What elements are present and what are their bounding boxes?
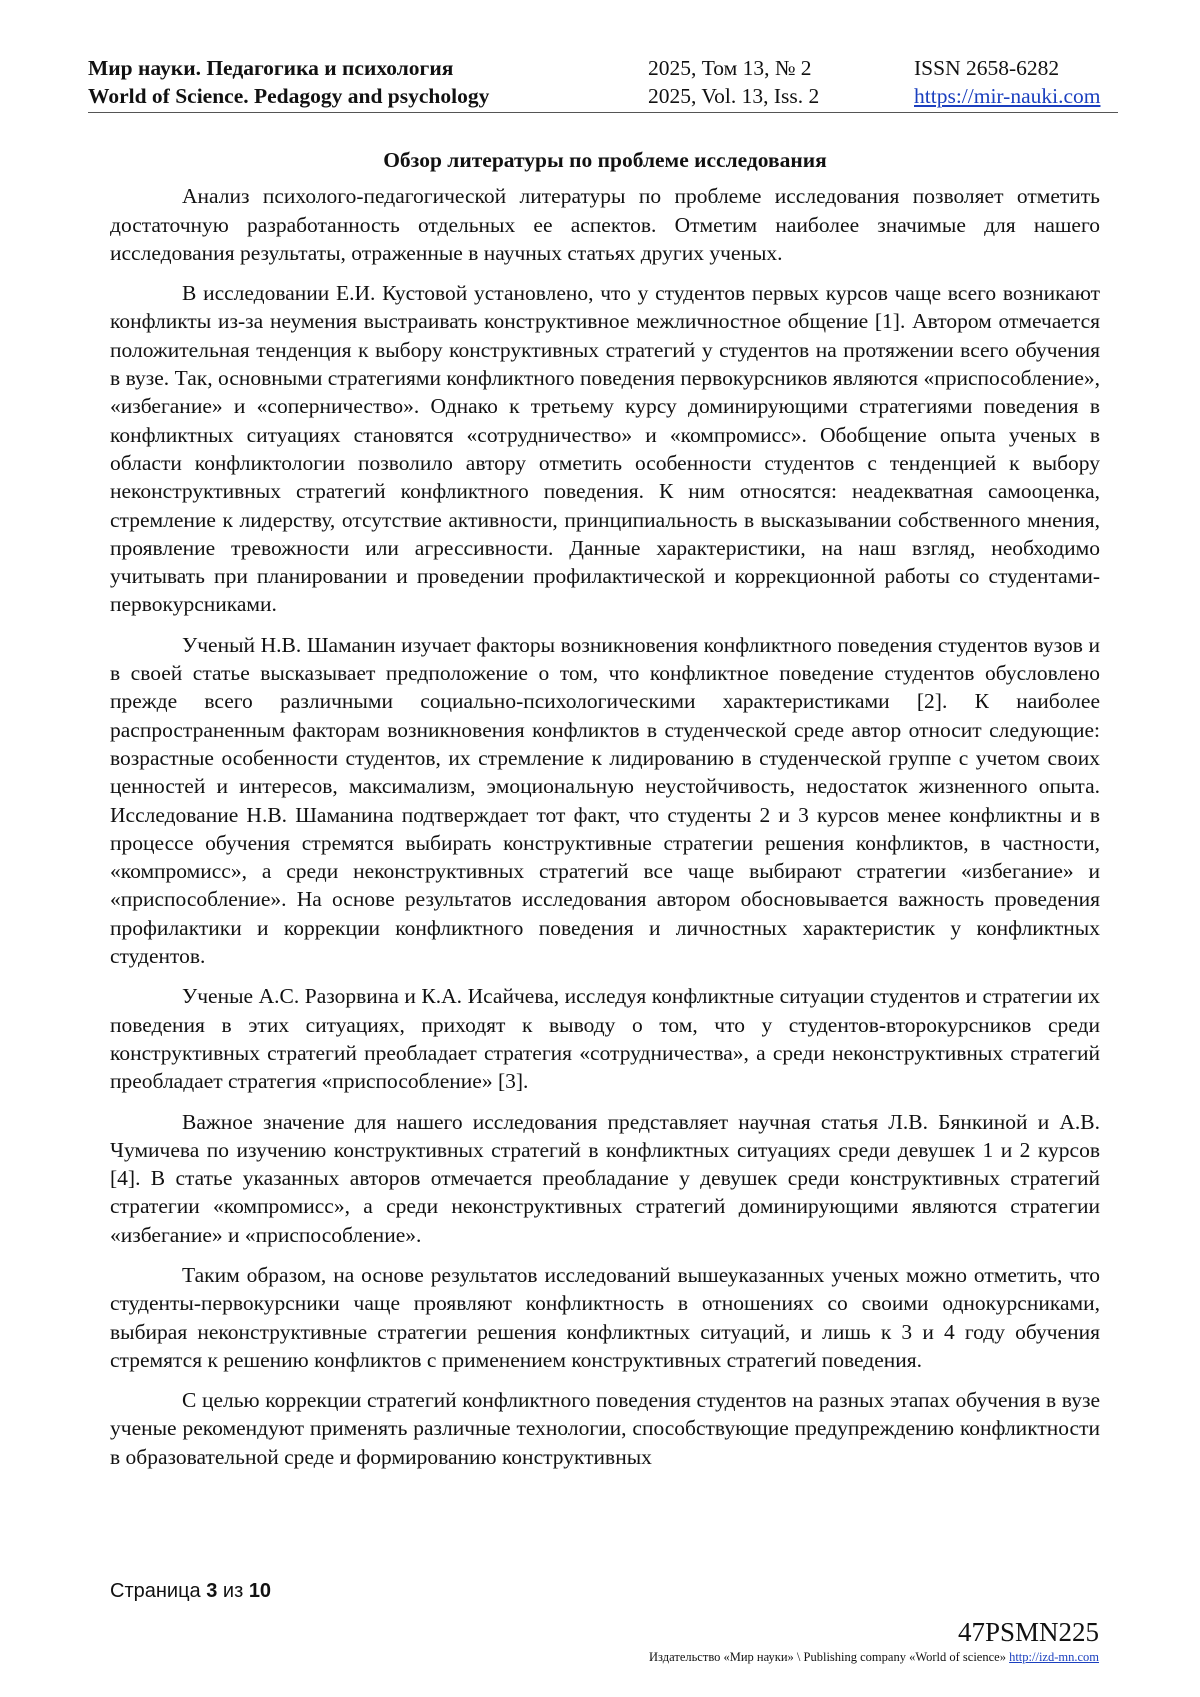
issue-en: 2025, Vol. 13, Iss. 2: [648, 84, 820, 108]
journal-url-link[interactable]: https://mir-nauki.com: [914, 84, 1101, 108]
issue-ru: 2025, Том 13, № 2: [648, 56, 812, 80]
page-current: 3: [206, 1580, 218, 1602]
page-prefix: Страница: [110, 1580, 201, 1602]
publisher-text: Издательство «Мир науки» \ Publishing company «World of science»: [649, 1650, 1006, 1664]
issn: ISSN 2658-6282: [914, 56, 1060, 80]
publisher-line: [649, 1650, 1099, 1665]
page-total: 10: [248, 1580, 272, 1602]
page-of: из: [222, 1580, 244, 1602]
issn-block: [914, 54, 1100, 110]
paragraph: Ученый Н.В. Шаманин изучает факторы возникновения конфликтного поведения студентов вузов и в своей статье высказывает предположение о том, что конфликтное поведение студентов обусловлено прежде всего различными социально-психологическими характеристиками [2]. К наиболее распространенным факторам возникновения конфликтов в студенческой среде автор относит следующие: возрастные особенности студентов, их стремление к лидированию в студенческой группе с учетом своих ценностей и интересов, максимализм, эмоциональную неустойчивость, недостаток жизненного опыта. Исследование Н.В. Шаманина подтверждает тот факт, что студенты 2 и 3 курсов менее конфликтны и в процессе обучения стремятся выбирать конструктивные стратегии решения конфликтов, в частности, «компромисс», а среди неконструктивных стратегий все чаще выбирают стратегии «избегание» и «приспособление». На основе результатов исследования автором обосновывается важность проведения профилактики и коррекции конфликтного поведения и личностных характеристик у конфликтных студентов.: [110, 632, 1100, 969]
journal-title-en: World of Science. Pedagogy and psychology: [88, 84, 490, 108]
article-body: [110, 146, 1100, 1483]
paragraph: Анализ психолого-педагогической литературы по проблеме исследования позволяет отметить достаточную разработанность отдельных ее аспектов. Отметим наиболее значимые для нашего исследования результаты, отраженные в научных статьях других ученых.: [110, 184, 1100, 265]
paragraph: Таким образом, на основе результатов исследований вышеуказанных ученых можно отметить, что студенты-первокурсники чаще проявляют конфликтность в отношениях со своими однокурсниками, выбирая неконструктивные стратегии решения конфликтных ситуаций, и лишь к 3 и 4 году обучения стремятся к решению конфликтов с применением конструктивных стратегий поведения.: [110, 1262, 1100, 1372]
journal-title-ru: Мир науки. Педагогика и психология: [88, 56, 454, 80]
article-code: 47PSMN225: [957, 1617, 1099, 1647]
page-number: [110, 1580, 271, 1603]
section-title: Обзор литературы по проблеме исследования: [383, 148, 827, 172]
paragraph: В исследовании Е.И. Кустовой установлено, что у студентов первых курсов чаще всего возникают конфликты из-за неумения выстраивать конструктивное межличностное общение [1]. Автором отмечается положительная тенденция к выбору конструктивных стратегий у студентов на протяжении всего обучения в вузе. Так, основными стратегиями конфликтного поведения первокурсников являются «приспособление», «избегание» и «соперничество». Однако к третьему курсу доминирующими стратегиями поведения в конфликтных ситуациях становятся «сотрудничество» и «компромисс». Обобщение опыта ученых в области конфликтологии позволило автору отметить особенности студентов с тенденцией к выбору неконструктивных стратегий конфликтного поведения. К ним относятся: неадекватная самооценка, стремление к лидерству, отсутствие активности, принципиальность в высказывании собственного мнения, проявление тревожности или агрессивности. Данные характеристики, на наш взгляд, необходимо учитывать при планировании и проведении профилактической и коррекционной работы со студентами-первокурсниками.: [110, 281, 1100, 617]
publisher-url-link[interactable]: http://izd-mn.com: [1009, 1650, 1099, 1664]
paragraph: С целью коррекции стратегий конфликтного поведения студентов на разных этапах обучения в вузе ученые рекомендуют применять различные технологии, способствующие предупреждению конфликтности в образовательной среде и формированию конструктивных: [110, 1388, 1100, 1469]
running-header: [88, 50, 1118, 113]
paragraph: Ученые А.С. Разорвина и К.А. Исайчева, исследуя конфликтные ситуации студентов и стратегии их поведения в этих ситуациях, приходят к выводу о том, что у студентов-второкурсников среди конструктивных стратегий преобладает стратегия «сотрудничества», а среди неконструктивных стратегий преобладает стратегия «приспособление» [3].: [110, 984, 1100, 1094]
journal-title-block: [88, 54, 489, 110]
paragraph: Важное значение для нашего исследования представляет научная статья Л.В. Бянкиной и А.В. Чумичева по изучению конструктивных стратегий в конфликтных ситуациях среди девушек 1 и 2 курсов [4]. В статье указанных авторов отмечается преобладание у девушек среди конструктивных стратегий стратегии «компромисс», а среди неконструктивных стратегий доминирующими являются стратегии «избегание» и «приспособление».: [110, 1109, 1100, 1247]
issue-info-block: [648, 54, 819, 110]
